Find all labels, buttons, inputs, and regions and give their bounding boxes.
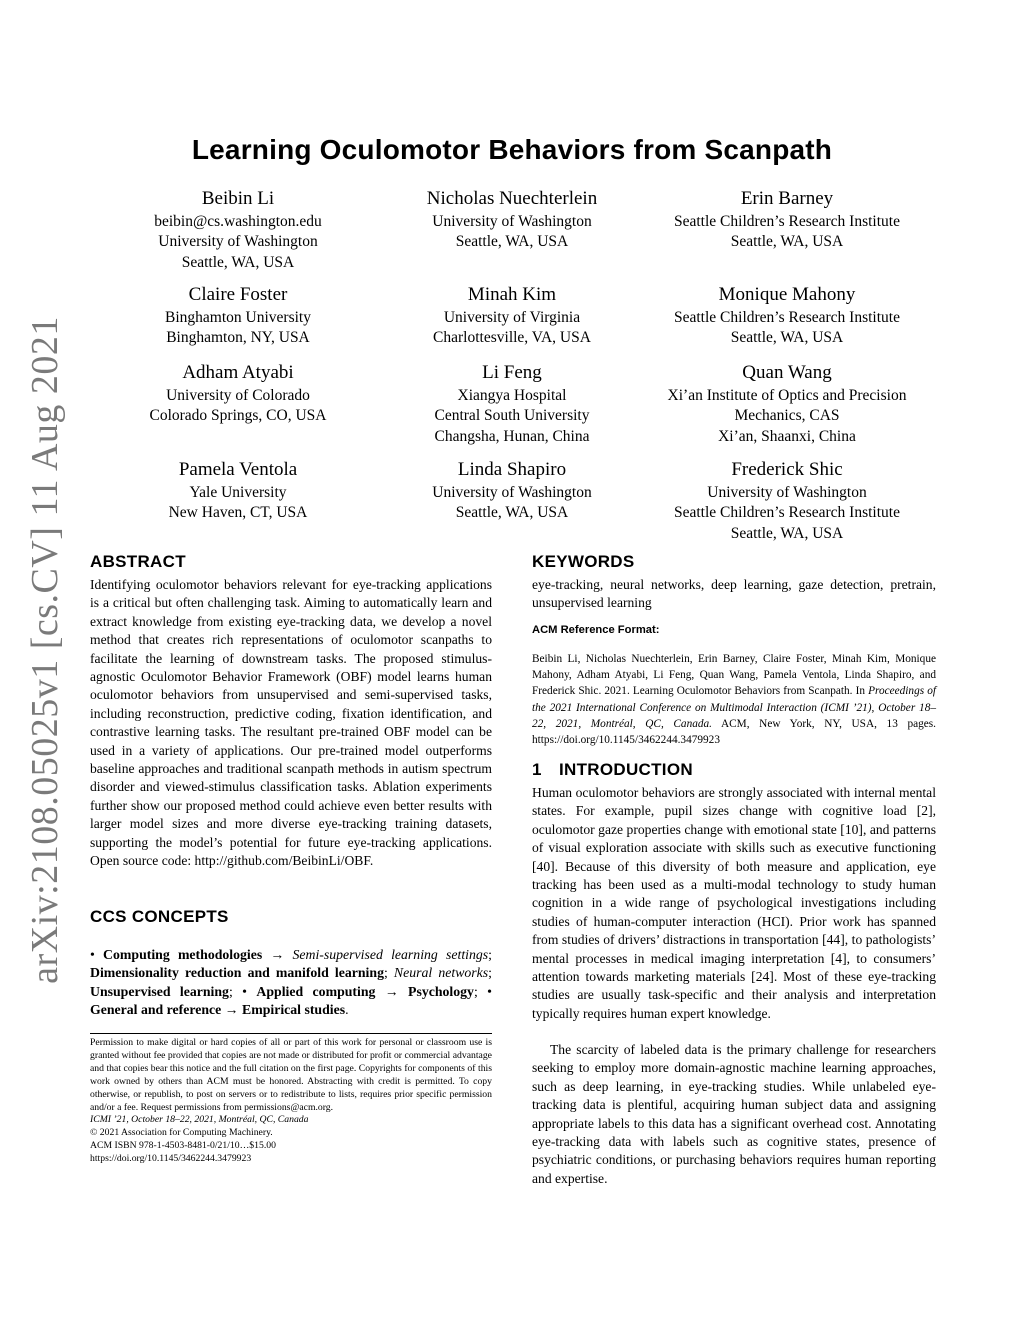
author-name: Nicholas Nuechterlein bbox=[426, 188, 598, 209]
author-location: Changsha, Hunan, China bbox=[434, 427, 590, 445]
introduction-paragraph-1: Human oculomotor behaviors are strongly associated with internal mental states. For example, pupil sizes change with cognitive load [2], oculomotor gaze properties change with emotional state [10], and patterns of visual exploration associate with skills such as executive functioning [40]. Because of this diversity of both measure and application, eye tracking has been used as a multi-modal technology to study human cognition in a wide range of psychological investigations including studies of human-computer interaction (HCI). Prior work has spanned from studies of drivers’ distractions in transportation [44], to pathologists’ mental processes in medical imaging interpretation [4], to consumers’ attention towards marketing materials [24]. Most of these eye-tracking studies are usually task-specific and their analysis and interpretation typically requires human expert knowledge. bbox=[532, 785, 936, 1021]
author-affiliation: University of Virginia bbox=[443, 309, 581, 326]
author-location: Binghamton, NY, USA bbox=[166, 329, 310, 347]
author-location: Seattle, WA, USA bbox=[455, 504, 569, 522]
footnote-divider bbox=[90, 1033, 492, 1034]
author-affiliation: University of Colorado bbox=[166, 387, 310, 404]
author-affiliation: University of Washington bbox=[707, 484, 867, 501]
author-block bbox=[88, 457, 388, 524]
author-affiliation: Binghamton University bbox=[165, 309, 311, 326]
abstract-heading: ABSTRACT bbox=[90, 552, 186, 571]
author-affiliation: Seattle Children’s Research Institute bbox=[674, 309, 900, 326]
author-name: Li Feng bbox=[482, 362, 542, 383]
author-location: Seattle, WA, USA bbox=[181, 253, 295, 271]
author-block bbox=[362, 282, 662, 349]
acm-reference-text: Beibin Li, Nicholas Nuechterlein, Erin Barney, Claire Foster, Minah Kim, Monique Mahony, Adham Atyabi, Li Feng, Quan Wang, Pamela Ventola, Linda Shapiro, and Frederick Shic. 2021. Learning Oculomotor Behaviors from Scanpath. In Proceedings of the 2021 International Conference on Multimodal Interaction (ICMI ’21), October 18–22, 2021, Montréal, QC, Canada. ACM, New York, NY, USA, 13 pages. https://doi.org/10.1145/3462244.3479923 bbox=[532, 653, 937, 746]
author-location: Seattle, WA, USA bbox=[730, 329, 844, 347]
author-name: Erin Barney bbox=[740, 188, 834, 209]
isbn-line: ACM ISBN 978-1-4503-8481-0/21/10…$15.00 bbox=[90, 1140, 276, 1152]
author-name: Adham Atyabi bbox=[182, 362, 294, 383]
author-affiliation: Seattle Children’s Research Institute bbox=[674, 213, 900, 230]
keywords-text: eye-tracking, neural networks, deep learning, gaze detection, pretrain, unsupervised learning bbox=[532, 577, 936, 611]
author-affiliation: Mechanics, CAS bbox=[734, 407, 840, 425]
author-affiliation: Xiangya Hospital bbox=[457, 387, 567, 404]
author-location: Seattle, WA, USA bbox=[730, 524, 844, 542]
author-location: New Haven, CT, USA bbox=[168, 504, 308, 522]
author-affiliation: Central South University bbox=[434, 407, 590, 425]
author-block bbox=[362, 457, 662, 524]
author-block bbox=[637, 282, 937, 349]
author-location: Charlottesville, VA, USA bbox=[433, 329, 591, 347]
ccs-concepts-heading: CCS CONCEPTS bbox=[90, 907, 229, 926]
acm-reference-heading: ACM Reference Format: bbox=[532, 624, 660, 636]
author-affiliation: Yale University bbox=[189, 484, 287, 501]
paper-title: Learning Oculomotor Behaviors from Scanpath bbox=[191, 134, 833, 165]
author-block bbox=[637, 186, 937, 253]
copyright-footnote bbox=[90, 1037, 492, 1166]
author-block bbox=[637, 360, 937, 447]
doi-link[interactable]: https://doi.org/10.1145/3462244.3479923 bbox=[90, 1153, 252, 1165]
ccs-concepts-text: • Computing methodologies → Semi-supervised learning settings; Dimensionality reduction and manifold learning; Neural networks; Unsupervised learning; • Applied computing → Psychology; • General and reference → Empirical studies. bbox=[90, 946, 493, 1018]
author-affiliation: University of Washington bbox=[432, 213, 592, 230]
author-affiliation: University of Washington bbox=[158, 233, 318, 251]
author-block bbox=[88, 360, 388, 427]
author-email[interactable]: beibin@cs.washington.edu bbox=[154, 213, 322, 230]
section-number: 1 bbox=[532, 760, 542, 779]
arxiv-stamp-text: arXiv:2108.05025v1 [cs.CV] 11 Aug 2021 bbox=[24, 316, 66, 984]
author-affiliation: Seattle Children’s Research Institute bbox=[674, 504, 900, 522]
author-block bbox=[637, 457, 937, 544]
author-affiliation: University of Washington bbox=[432, 484, 592, 501]
introduction-paragraph-2: The scarcity of labeled data is the primary challenge for researchers seeking to employ more domain-agnostic machine learning approaches, such as deep learning, in eye-tracking studies. While unlabeled eye-tracking data is plentiful, acquiring human subject data and assigning appropriate labels to this data has a significant overhead cost. Annotating eye-tracking data with labels such as cognitive states, presence of psychiatric conditions, or purchasing behaviors requires human reporting and expertise. bbox=[532, 1042, 936, 1186]
author-name: Monique Mahony bbox=[718, 284, 856, 305]
author-name: Beibin Li bbox=[201, 188, 275, 209]
abstract-text: Identifying oculomotor behaviors relevant for eye-tracking applications is a critical but often challenging task. Aiming to automatically learn and extract knowledge from existing eye-tracking data, we develop a novel method that creates rich representations of oculomotor scanpaths to facilitate the learning of downstream tasks. The proposed stimulus-agnostic Oculomotor Behavior Framework (OBF) model learns human oculomotor behaviors from unsupervised and semi-supervised tasks, including reconstruction, predictive coding, fixation identification, and contrastive learning tasks. The resultant pre-trained OBF model can be used in a variety of applications. Our pre-trained model outperforms baseline approaches and traditional scanpath methods in autism spectrum disorder and viewed-stimulus classification tasks. Ablation experiments further show our proposed method could achieve even better results with larger model sizes and more diverse eye-tracking training datasets, supporting the model’s potential for future eye-tracking applications. Open source code: http://github.com/BeibinLi/OBF. bbox=[90, 577, 492, 869]
section-title: INTRODUCTION bbox=[559, 760, 693, 779]
copyright-line: © 2021 Association for Computing Machinery. bbox=[90, 1127, 273, 1139]
venue-line: ICMI ’21, October 18–22, 2021, Montréal, QC, Canada bbox=[90, 1114, 309, 1126]
author-name: Frederick Shic bbox=[731, 459, 843, 480]
author-block bbox=[88, 282, 388, 349]
introduction-heading bbox=[532, 760, 936, 780]
author-name: Quan Wang bbox=[742, 362, 832, 383]
author-location: Colorado Springs, CO, USA bbox=[149, 407, 327, 425]
author-block bbox=[362, 360, 662, 447]
author-location: Seattle, WA, USA bbox=[455, 233, 569, 251]
author-block bbox=[362, 186, 662, 253]
author-affiliation: Xi’an Institute of Optics and Precision bbox=[667, 387, 907, 404]
author-name: Linda Shapiro bbox=[457, 459, 567, 480]
author-block bbox=[88, 186, 388, 273]
keywords-heading: KEYWORDS bbox=[532, 552, 635, 571]
arxiv-stamp bbox=[14, 316, 76, 984]
author-name: Pamela Ventola bbox=[178, 459, 298, 480]
author-location: Xi’an, Shaanxi, China bbox=[718, 427, 856, 445]
permission-notice: Permission to make digital or hard copies of all or part of this work for personal or classroom use is granted without fee provided that copies are not made or distributed for profit or commercial advantage and that copies bear this notice and the full citation on the first page. Copyrights for components of this work owned by others than ACM must be honored. Abstracting with credit is permitted. To copy otherwise, or republish, to post on servers or to redistribute to lists, requires prior specific permission and/or a fee. Request permissions from permissions@acm.org. bbox=[90, 1037, 492, 1113]
author-name: Minah Kim bbox=[467, 284, 557, 305]
author-name: Claire Foster bbox=[188, 284, 288, 305]
author-location: Seattle, WA, USA bbox=[730, 233, 844, 251]
